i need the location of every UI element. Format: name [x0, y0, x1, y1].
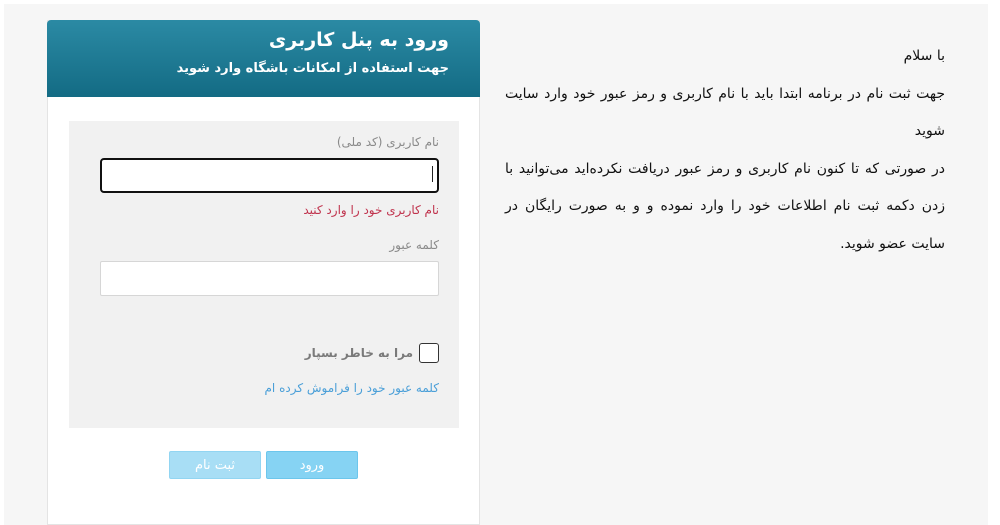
- info-greeting: با سلام: [903, 48, 945, 64]
- login-card-header: [47, 20, 480, 97]
- username-label: نام کاربری (کد ملی): [336, 135, 439, 149]
- login-title: ورود به پنل کاربری: [268, 29, 449, 51]
- info-paragraph-2: در صورتی که تا کنون نام کاربری و رمز عبور دریافت نکرده‌اید می‌توانید با زدن دکمه ثبت نام اطلاعات خود را وارد نموده و و به صورت رایگان در سایت عضو شوید.: [505, 160, 945, 252]
- login-card: [47, 20, 480, 525]
- password-input[interactable]: [100, 261, 439, 296]
- info-paragraph-1: جهت ثبت نام در برنامه ابتدا باید با نام کاربری و رمز عبور خود وارد سایت شوید: [505, 85, 945, 139]
- login-subtitle: جهت استفاده از امکانات باشگاه وارد شوید: [176, 61, 449, 76]
- info-text: [505, 38, 945, 263]
- forgot-password-link[interactable]: کلمه عبور خود را فراموش کرده ام: [264, 381, 439, 395]
- remember-me-row[interactable]: [305, 343, 439, 363]
- remember-me-label: مرا به خاطر بسپار: [304, 346, 413, 360]
- text-caret: [432, 166, 433, 182]
- username-field-wrapper: [100, 158, 439, 193]
- login-form: [69, 121, 459, 428]
- username-input[interactable]: [100, 158, 439, 193]
- login-button[interactable]: ورود: [266, 451, 358, 479]
- username-error: نام کاربری خود را وارد کنید: [303, 203, 439, 217]
- password-label: کلمه عبور: [389, 238, 439, 252]
- register-button[interactable]: ثبت نام: [169, 451, 261, 479]
- remember-me-checkbox[interactable]: [419, 343, 439, 363]
